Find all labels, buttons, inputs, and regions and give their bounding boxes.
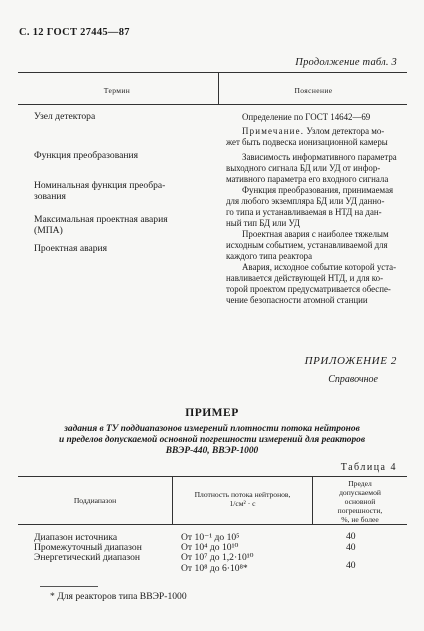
- explanation-design-accident: Авария, исходное событие которой уста- навливается действующей НТД, и для ко- торой проектом предусматривается обеспе- чение безопасности атомной станции: [226, 262, 397, 305]
- subrange-name: Промежуточный диапазон: [34, 542, 142, 553]
- page-header: С. 12 ГОСТ 27445—87: [19, 27, 130, 38]
- example-title: ПРИМЕР: [185, 407, 239, 419]
- footnote-rule: [40, 586, 98, 587]
- table3-header-rule: [18, 104, 407, 105]
- density-range: От 10⁸ до 6·10⁸*: [181, 563, 248, 574]
- table4-header-limit: Предел допускаемой основной погрешности, %, не более: [337, 479, 383, 524]
- footnote: * Для реакторов типа ВВЭР-1000: [50, 591, 187, 602]
- explanation-detector-unit: Определение по ГОСТ 14642—69: [242, 112, 371, 122]
- error-limit: 40: [346, 531, 356, 542]
- term-nominal-conversion-function: Номинальная функция преобра- зования: [34, 180, 166, 202]
- table4-header-subrange: Поддиапазон: [73, 496, 117, 505]
- density-range: От 10⁻¹ до 10⁵: [181, 532, 240, 543]
- term-detector-unit: Узел детектора: [34, 111, 96, 122]
- term-conversion-function: Функция преобразования: [34, 150, 139, 161]
- table3-header-term: Термин: [103, 86, 131, 95]
- explanation-max-design-accident: Проектная авария с наиболее тяжелым исходным событием, устанавливаемой для каждого типа реактора: [226, 229, 389, 261]
- table-continuation-label: Продолжение табл. 3: [295, 57, 397, 68]
- note-detector-unit: Примечание. Узлом детектора мо- жет быть подвеска ионизационной камеры: [226, 126, 388, 147]
- table3-top-rule: [18, 72, 407, 73]
- table4-top-rule: [18, 476, 407, 477]
- table3-header-explanation: Пояснение: [294, 86, 333, 95]
- term-design-accident: Проектная авария: [34, 243, 108, 254]
- explanation-conversion-function: Зависимость информативного параметра выходного сигнала БД или УД от инфор- мативного параметра его входного сигнала: [226, 152, 397, 184]
- error-limit: 40: [346, 542, 356, 553]
- appendix-title: ПРИЛОЖЕНИЕ 2: [304, 355, 397, 367]
- error-limit: 40: [346, 560, 356, 571]
- table4-header-rule: [18, 524, 407, 525]
- density-range: От 10⁴ до 10¹⁰: [181, 542, 239, 553]
- appendix-subtitle: Справочное: [328, 374, 378, 385]
- table4-header-density: Плотность потока нейтронов, 1/см² · с: [194, 490, 291, 508]
- subrange-name: Диапазон источника: [34, 532, 118, 543]
- example-subtitle: задания в ТУ поддиапазонов измерений плотности потока нейтронов и пределов допускаемой основной погрешности измерений для реакторов ВВЭР-440, ВВЭР-1000: [58, 424, 366, 456]
- table4-caption: Таблица 4: [340, 462, 397, 473]
- note-label: Примечание.: [242, 126, 305, 136]
- explanation-nominal-conversion-function: Функция преобразования, принимаемая для любого экземпляра БД или УД данно- го типа и устанавливаемая в НТД на дан- ный тип БД или УД: [226, 185, 394, 228]
- term-max-design-accident: Максимальная проектная авария (МПА): [34, 214, 168, 236]
- table3-header-divider: [218, 72, 219, 104]
- density-range: От 10⁷ до 1,2·10¹⁰: [181, 552, 254, 563]
- subrange-name: Энергетический диапазон: [34, 552, 141, 563]
